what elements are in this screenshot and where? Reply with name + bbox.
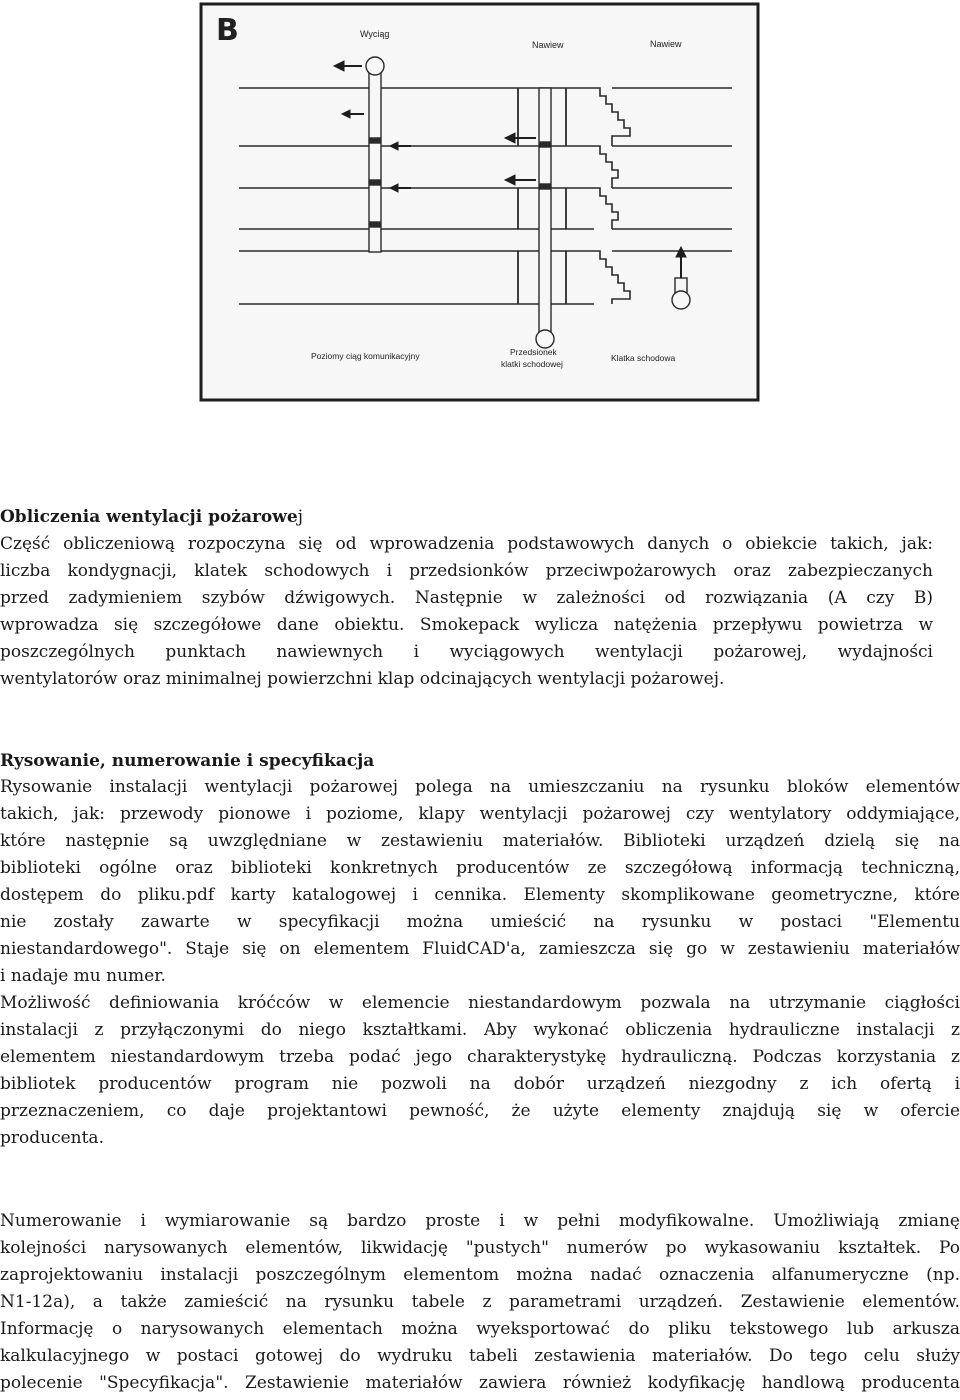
section-title-tail: j (297, 507, 303, 527)
text-line: Możliwość definiowania króćców w elemencie niestandardowym pozwala na utrzymanie ciągłości (0, 993, 960, 1013)
stairwell-fan (672, 278, 690, 309)
text-line: Informację o narysowanych elementach można wyeksportować do pliku tekstowego lub arkusza (0, 1319, 960, 1339)
paragraph-drawing (0, 774, 960, 1152)
paragraph-numbering (0, 1208, 960, 1397)
label-corridor: Poziomy ciąg komunikacyjny (311, 351, 420, 361)
exhaust-shaft (366, 57, 384, 252)
text-line: Rysowanie instalacji wentylacji pożarowej polega na umieszczaniu na rysunku bloków elementów (0, 777, 960, 797)
text-line: liczba kondygnacji, klatek schodowych i przedsionków przeciwpożarowych oraz zabezpieczanych (0, 561, 933, 581)
section-title-calculations (0, 505, 303, 529)
text-line: które następnie są uwzględniane w zestawieniu materiałów. Biblioteki urządzeń dzielą się na (0, 831, 960, 851)
text-line: Numerowanie i wymiarowanie są bardzo proste i w pełni modyfikowalne. Umożliwiają zmianę (0, 1211, 960, 1231)
text-line: elementem niestandardowym trzeba podać jego charakterystykę hydrauliczną. Podczas korzystania z (0, 1047, 960, 1067)
text-line: dostępem do pliku.pdf karty katalogowej i cennika. Elementy skomplikowane geometryczne, które (0, 885, 960, 905)
text-line: bibliotek producentów program nie pozwoli na dobór urządzeń niezgodny z ich ofertą i (0, 1074, 960, 1094)
text-line: zaprojektowaniu instalacji poszczególnym elementom można nadać oznaczenia alfanumeryczne (np. (0, 1265, 960, 1285)
section-title-drawing: Rysowanie, numerowanie i specyfikacja (0, 751, 375, 771)
paragraph-calculations (0, 531, 933, 693)
text-line: polecenie "Specyfikacja". Zestawienie materiałów zawiera również kodyfikację handlową producenta (0, 1373, 960, 1393)
label-exhaust: Wyciąg (360, 29, 390, 39)
label-supply-2: Nawiew (650, 39, 682, 49)
text-line: poszczególnych punktach nawiewnych i wyciągowych wentylacji pożarowej, wydajności (0, 642, 933, 662)
text-line: przeznaczeniem, co daje projektantowi pewność, że użyte elementy znajdują się w ofercie (0, 1101, 960, 1121)
text-line: instalacji z przyłączonymi do niego kształtkami. Aby wykonać obliczenia hydrauliczne instalacji z (0, 1020, 960, 1040)
text-line: N1-12a), a także zamieścić na rysunku tabele z parametrami urządzeń. Zestawienie elementów. (0, 1292, 960, 1312)
text-line: nie zostały zawarte w specyfikacji można umieścić na rysunku w postaci "Elementu (0, 912, 960, 932)
text-line: kolejności narysowanych elementów, likwidację "pustych" numerów po wykasowaniu kształtek. Po (0, 1238, 960, 1258)
text-line: biblioteki ogólne oraz biblioteki konkretnych producentów ze szczegółową informacją techniczną, (0, 858, 960, 878)
label-lobby-line1: Przedsionek (510, 347, 557, 357)
diagram-frame (201, 4, 758, 400)
text-line: Część obliczeniową rozpoczyna się od wprowadzenia podstawowych danych o obiekcie takich, jak: (0, 534, 933, 554)
text-line: wentylatorów oraz minimalnej powierzchni klap odcinających wentylacji pożarowej. (0, 669, 725, 689)
label-supply-1: Nawiew (532, 40, 564, 50)
text-line: i nadaje mu numer. (0, 966, 166, 986)
section-title-bold: Obliczenia wentylacji pożarowe (0, 507, 298, 527)
text-line: niestandardowego". Staje się on elementem FluidCAD'a, zamieszcza się go w zestawieniu materiałów (0, 939, 960, 959)
lobby-supply-shaft (536, 88, 554, 348)
text-line: takich, jak: przewody pionowe i poziome, klapy wentylacji pożarowej czy wentylatory oddymiające, (0, 804, 960, 824)
ventilation-diagram (199, 2, 760, 402)
label-stairwell: Klatka schodowa (611, 353, 676, 363)
text-line: producenta. (0, 1128, 104, 1148)
text-line: kalkulacyjnego w postaci gotowej do wydruku tabeli zestawienia materiałów. Do tego celu służy (0, 1346, 960, 1366)
text-line: wprowadza się szczegółowe dane obiektu. Smokepack wylicza natężenia przepływu powietrza w (0, 615, 933, 635)
diagram-badge: B (216, 13, 239, 48)
label-lobby-line2: klatki schodowej (501, 359, 563, 369)
text-line: przed zadymieniem szybów dźwigowych. Następnie w zależności od rozwiązania (A czy B) (0, 588, 933, 608)
